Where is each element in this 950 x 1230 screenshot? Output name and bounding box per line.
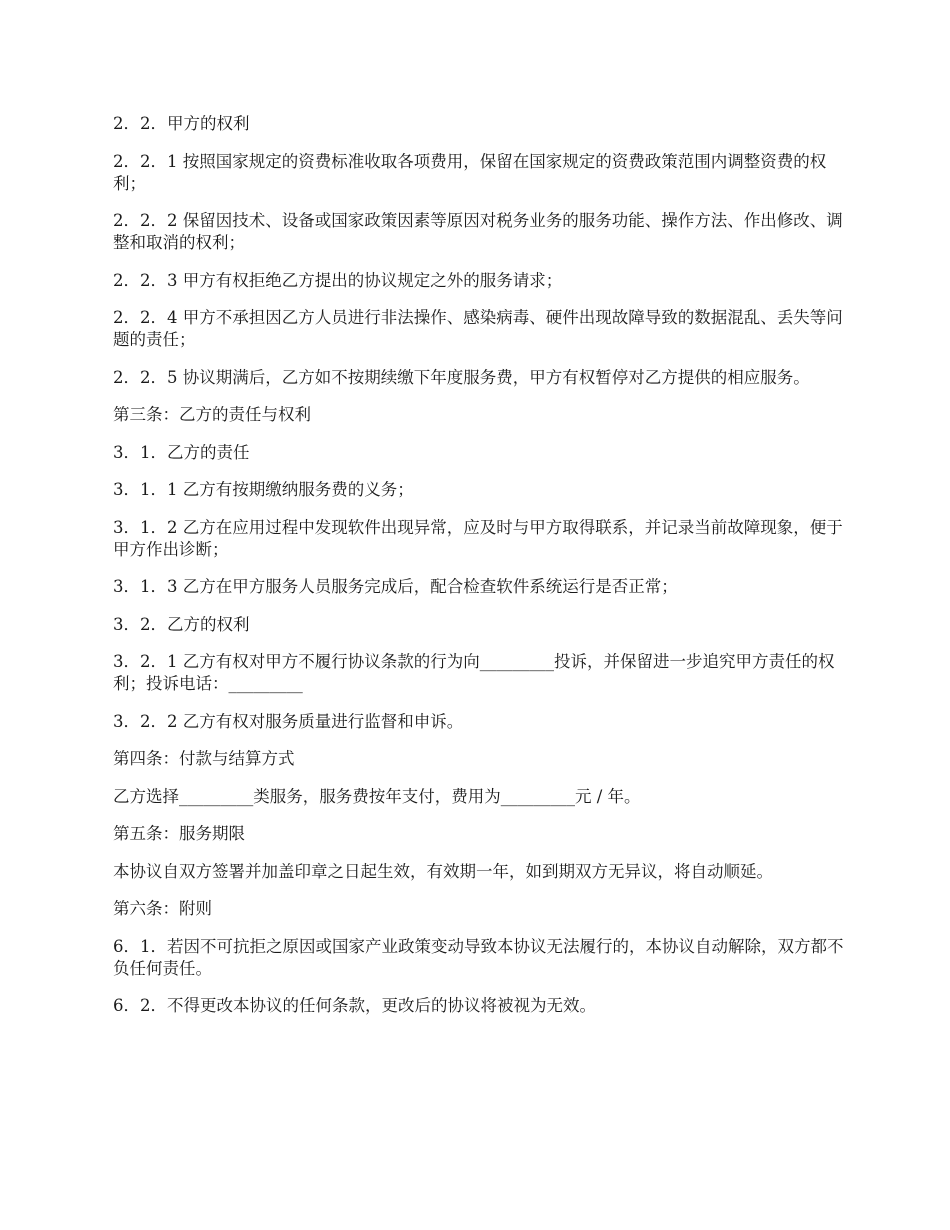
article-heading: 第五条：服务期限	[113, 824, 245, 843]
article-heading: 第三条：乙方的责任与权利	[113, 405, 311, 424]
clause-paragraph: 6．1．若因不可抗拒之原因或国家产业政策变动导致本协议无法履行的，本协议自动解除，双方都不负任何责任。	[113, 936, 844, 978]
section-heading: 2．2．甲方的权利	[113, 114, 250, 133]
clause-paragraph: 3．1．1 乙方有按期缴纳服务费的义务；	[113, 480, 414, 499]
clause-paragraph: 3．2．1 乙方有权对甲方不履行协议条款的行为向_________投诉，并保留进一步追究甲方责任的权利；投诉电话：_________	[113, 652, 835, 693]
clause-paragraph: 2．2．2 保留因技术、设备或国家政策因素等原因对税务业务的服务功能、操作方法、作出修改、调整和取消的权利；	[113, 211, 843, 252]
article-heading: 第四条：付款与结算方式	[113, 749, 295, 768]
clause-paragraph: 3．1．2 乙方在应用过程中发现软件出现异常，应及时与甲方取得联系，并记录当前故障现象，便于甲方作出诊断；	[113, 517, 843, 559]
clause-paragraph: 2．2．5 协议期满后，乙方如不按期续缴下年度服务费，甲方有权暂停对乙方提供的相应服务。	[113, 367, 810, 387]
clause-paragraph: 6．2．不得更改本协议的任何条款，更改后的协议将被视为无效。	[113, 996, 596, 1015]
clause-paragraph: 2．2．3 甲方有权拒绝乙方提出的协议规定之外的服务请求；	[113, 270, 563, 290]
document-page	[113, 113, 853, 1033]
section-heading: 3．1．乙方的责任	[113, 442, 250, 462]
clause-paragraph: 2．2．1 按照国家规定的资费标准收取各项费用，保留在国家规定的资费政策范围内调整资费的权利；	[113, 151, 827, 193]
clause-paragraph: 乙方选择_________类服务，服务费按年支付，费用为_________元 / 年。	[113, 786, 641, 806]
article-heading: 第六条：附则	[113, 899, 212, 918]
clause-paragraph: 3．2．2 乙方有权对服务质量进行监督和申诉。	[113, 711, 464, 731]
clause-paragraph: 本协议自双方签署并加盖印章之日起生效，有效期一年，如到期双方无异议，将自动顺延。	[113, 861, 773, 881]
section-heading: 3．2．乙方的权利	[113, 614, 250, 634]
clause-paragraph: 3．1．3 乙方在甲方服务人员服务完成后，配合检查软件系统运行是否正常；	[113, 577, 678, 596]
clause-paragraph: 2．2．4 甲方不承担因乙方人员进行非法操作、感染病毒、硬件出现故障导致的数据混乱、丢失等问题的责任；	[113, 308, 843, 349]
